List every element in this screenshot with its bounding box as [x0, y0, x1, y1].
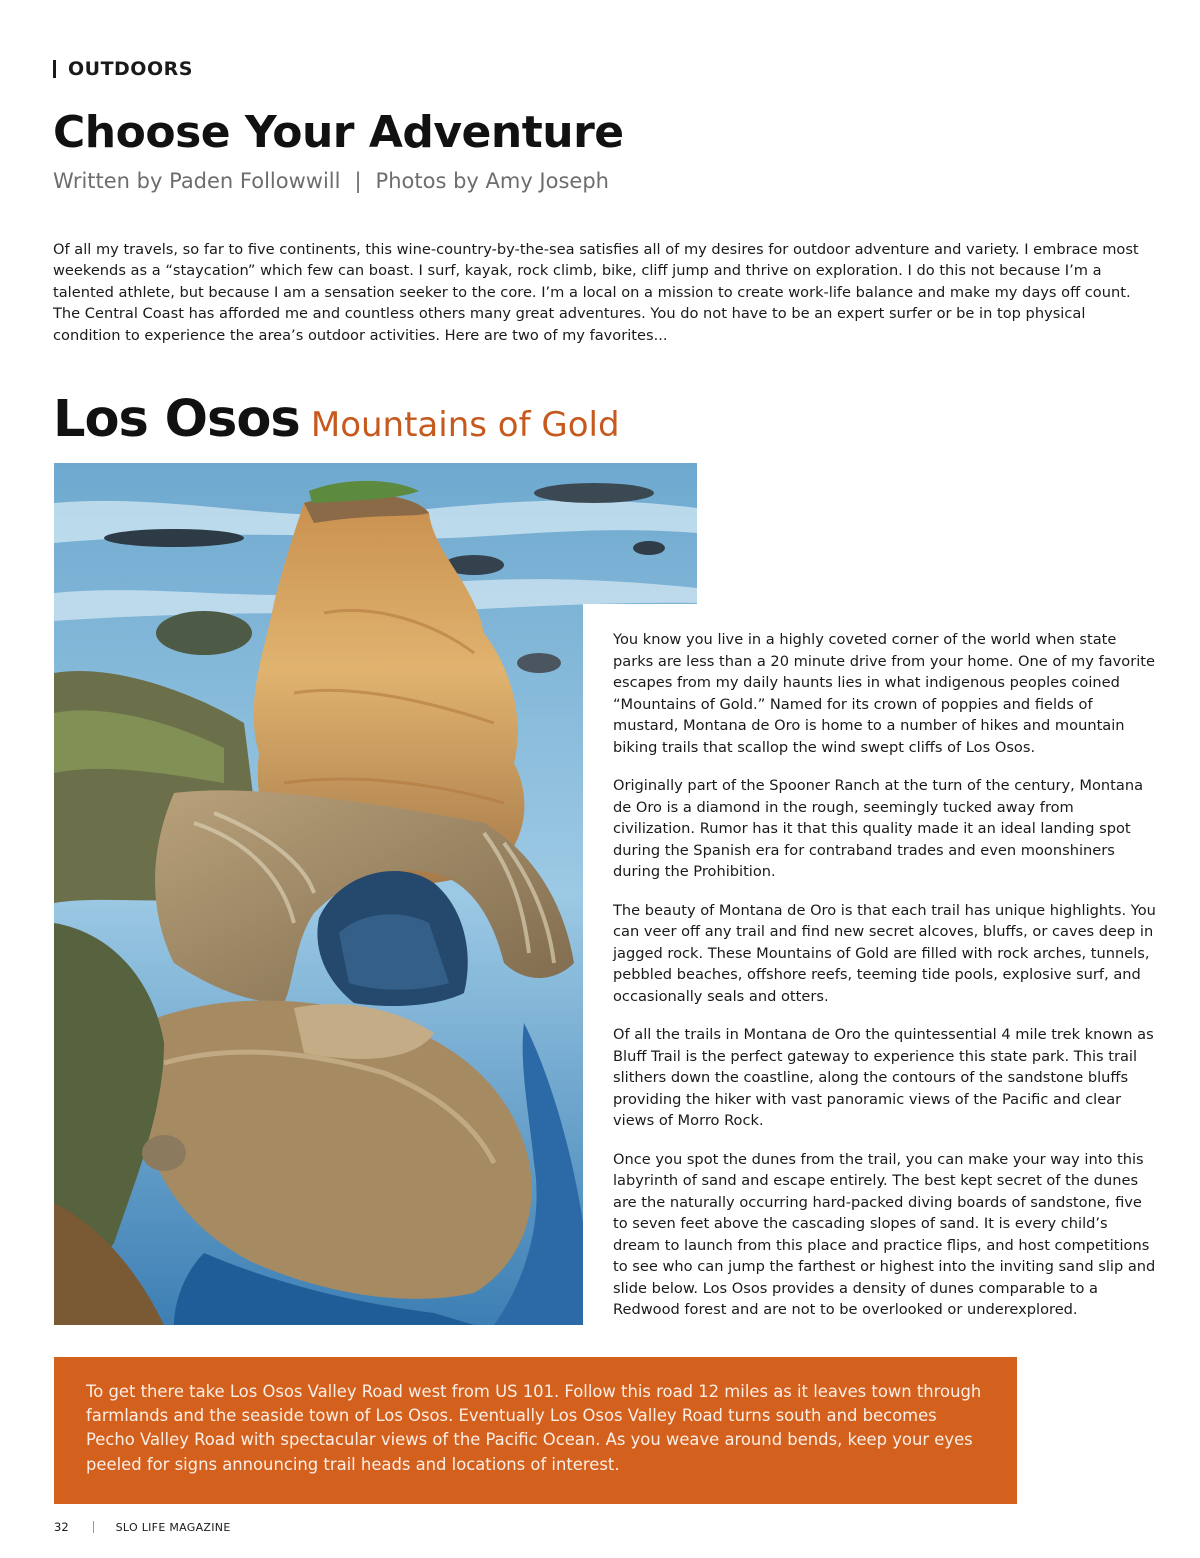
coastal-rock-illustration	[54, 463, 697, 1325]
page-footer	[54, 1520, 231, 1534]
section-heading	[53, 390, 620, 449]
article-paragraph: Of all the trails in Montana de Oro the quintessential 4 mile trek known as Bluff Trail is the perfect gateway to experience this state park. This trail slithers down the coastline, along the contours of the sandstone bluffs providing the hiker with vast panoramic views of the Pacific and clear views of Morro Rock.	[613, 1026, 1154, 1129]
intro-paragraph: Of all my travels, so far to five continents, this wine-country-by-the-sea satisfies all of my desires for outdoor adventure and variety. I embrace most weekends as a “staycation” which few can boast. I surf, kayak, rock climb, bike, cliff jump and thrive on exploration. I do this not because I’m a talented athlete, but because I am a sensation seeker to the core. I’m a local on a mission to create work-life balance and make my days off count. The Central Coast has afforded me and countless others many great adventures. You do not have to be an expert surfer or be in top physical condition to experience the area’s outdoor activities. Here are two of my favorites...	[53, 241, 1139, 344]
article-paragraph: You know you live in a highly coveted corner of the world when state parks are less than a 20 minute drive from your home. One of my favorite escapes from my daily haunts lies in what indigenous peoples coined “Mountains of Gold.” Named for its crown of poppies and fields of mustard, Montana de Oro is home to a number of hikes and mountain biking trails that scallop the wind swept cliffs of Los Osos.	[613, 631, 1155, 756]
byline-photos: Photos by Amy Joseph	[375, 169, 609, 193]
byline-separator: |	[354, 169, 362, 193]
section-place: Los Osos	[53, 390, 300, 449]
section-bar	[53, 60, 56, 78]
directions-callout: To get there take Los Osos Valley Road west from US 101. Follow this road 12 miles as it leaves town through farmlands and the seaside town of Los Osos. Eventually Los Osos Valley Road turns south and becomes Pecho Valley Road with spectacular views of the Pacific Ocean. As you weave around bends, keep your eyes peeled for signs announcing trail heads and locations of interest.	[54, 1357, 1017, 1504]
section-label-text: OUTDOORS	[68, 58, 193, 80]
footer-divider	[93, 1521, 94, 1533]
coastal-rock-photo	[54, 463, 697, 1325]
byline-author: Written by Paden Followwill	[53, 169, 341, 193]
byline	[53, 169, 609, 193]
article-title: Choose Your Adventure	[53, 107, 624, 158]
page-number: 32	[54, 1520, 69, 1534]
section-label	[53, 58, 193, 80]
section-subtitle: Mountains of Gold	[310, 405, 620, 445]
article-paragraph: Once you spot the dunes from the trail, you can make your way into this labyrinth of sand and escape entirely. The best kept secret of the dunes are the naturally occurring hard-packed diving boards of sandstone, five to seven feet above the cascading slopes of sand. It is every child’s dream to launch from this place and practice flips, and host competitions to see who can jump the farthest or highest into the inviting sand slip and slide below. Los Osos provides a density of dunes comparable to a Redwood forest and are not to be overlooked or underexplored.	[613, 1150, 1156, 1318]
magazine-name: SLO LIFE MAGAZINE	[115, 1520, 231, 1534]
article-paragraph: Originally part of the Spooner Ranch at the turn of the century, Montana de Oro is a diamond in the rough, seemingly tucked away from civilization. Rumor has it that this quality made it an ideal landing spot during the Spanish era for contraband trades and even moonshiners during the Prohibition.	[613, 777, 1144, 880]
article-body	[613, 629, 1158, 1338]
article-paragraph: The beauty of Montana de Oro is that each trail has unique highlights. You can veer off any trail and find new secret alcoves, bluffs, or caves deep in jagged rock. These Mountains of Gold are filled with rock arches, tunnels, pebbled beaches, offshore reefs, teeming tide pools, explosive surf, and occasionally seals and otters.	[613, 901, 1156, 1005]
